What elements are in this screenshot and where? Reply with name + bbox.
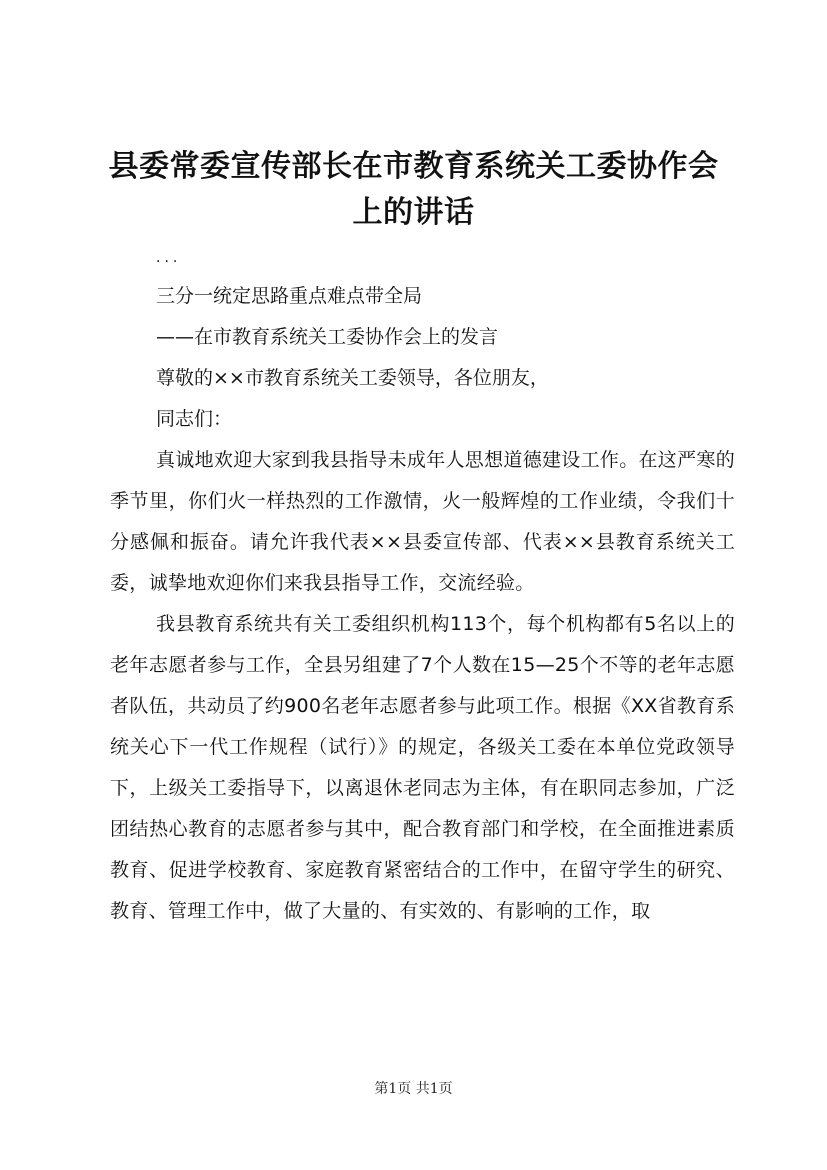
speech-subheading: ——在市教育系统关工委协作会上的发言: [156, 326, 499, 348]
title-line-1: 县委常委宣传部长在市教育系统关工委协作会: [108, 149, 719, 184]
title-line-2: 上的讲话: [352, 195, 475, 230]
page-number-footer: 第1页 共1页: [374, 1081, 453, 1097]
document-body: [110, 246, 735, 932]
ellipsis-mark: ...: [156, 250, 182, 266]
speech-heading: 三分一统定思路重点难点带全局: [156, 285, 423, 307]
paragraph-overview: 我县教育系统共有关工委组织机构113个，每个机构都有5名以上的老年志愿者参与工作，全县另组建了7个人数在15—25个不等的老年志愿者队伍，共动员了约900名老年志愿者参与此项工作。根据《XX省教育系统关心下一代工作规程（试行）》的规定，各级关工委在本单位党政领导下，上级关工委指导下，以离退休老同志为主体，有在职同志参加，广泛团结热心教育的志愿者参与其中，配合教育部门和学校，在全面推进素质教育、促进学校教育、家庭教育紧密结合的工作中，在留守学生的研究、教育、管理工作中，做了大量的、有实效的、有影响的工作，取: [110, 613, 735, 922]
paragraph-welcome: 真诚地欢迎大家到我县指导未成年人思想道德建设工作。在这严寒的季节里，你们火一样热烈的工作激情，火一般辉煌的工作业绩，令我们十分感佩和振奋。请允许我代表××县委宣传部、代表××县教育系统关工委，诚挚地欢迎你们来我县指导工作，交流经验。: [110, 449, 736, 594]
salutation-line-1: 尊敬的××市教育系统关工委领导，各位朋友，: [156, 367, 549, 389]
salutation-line-2: 同志们：: [156, 408, 233, 430]
document-title: [80, 144, 747, 236]
